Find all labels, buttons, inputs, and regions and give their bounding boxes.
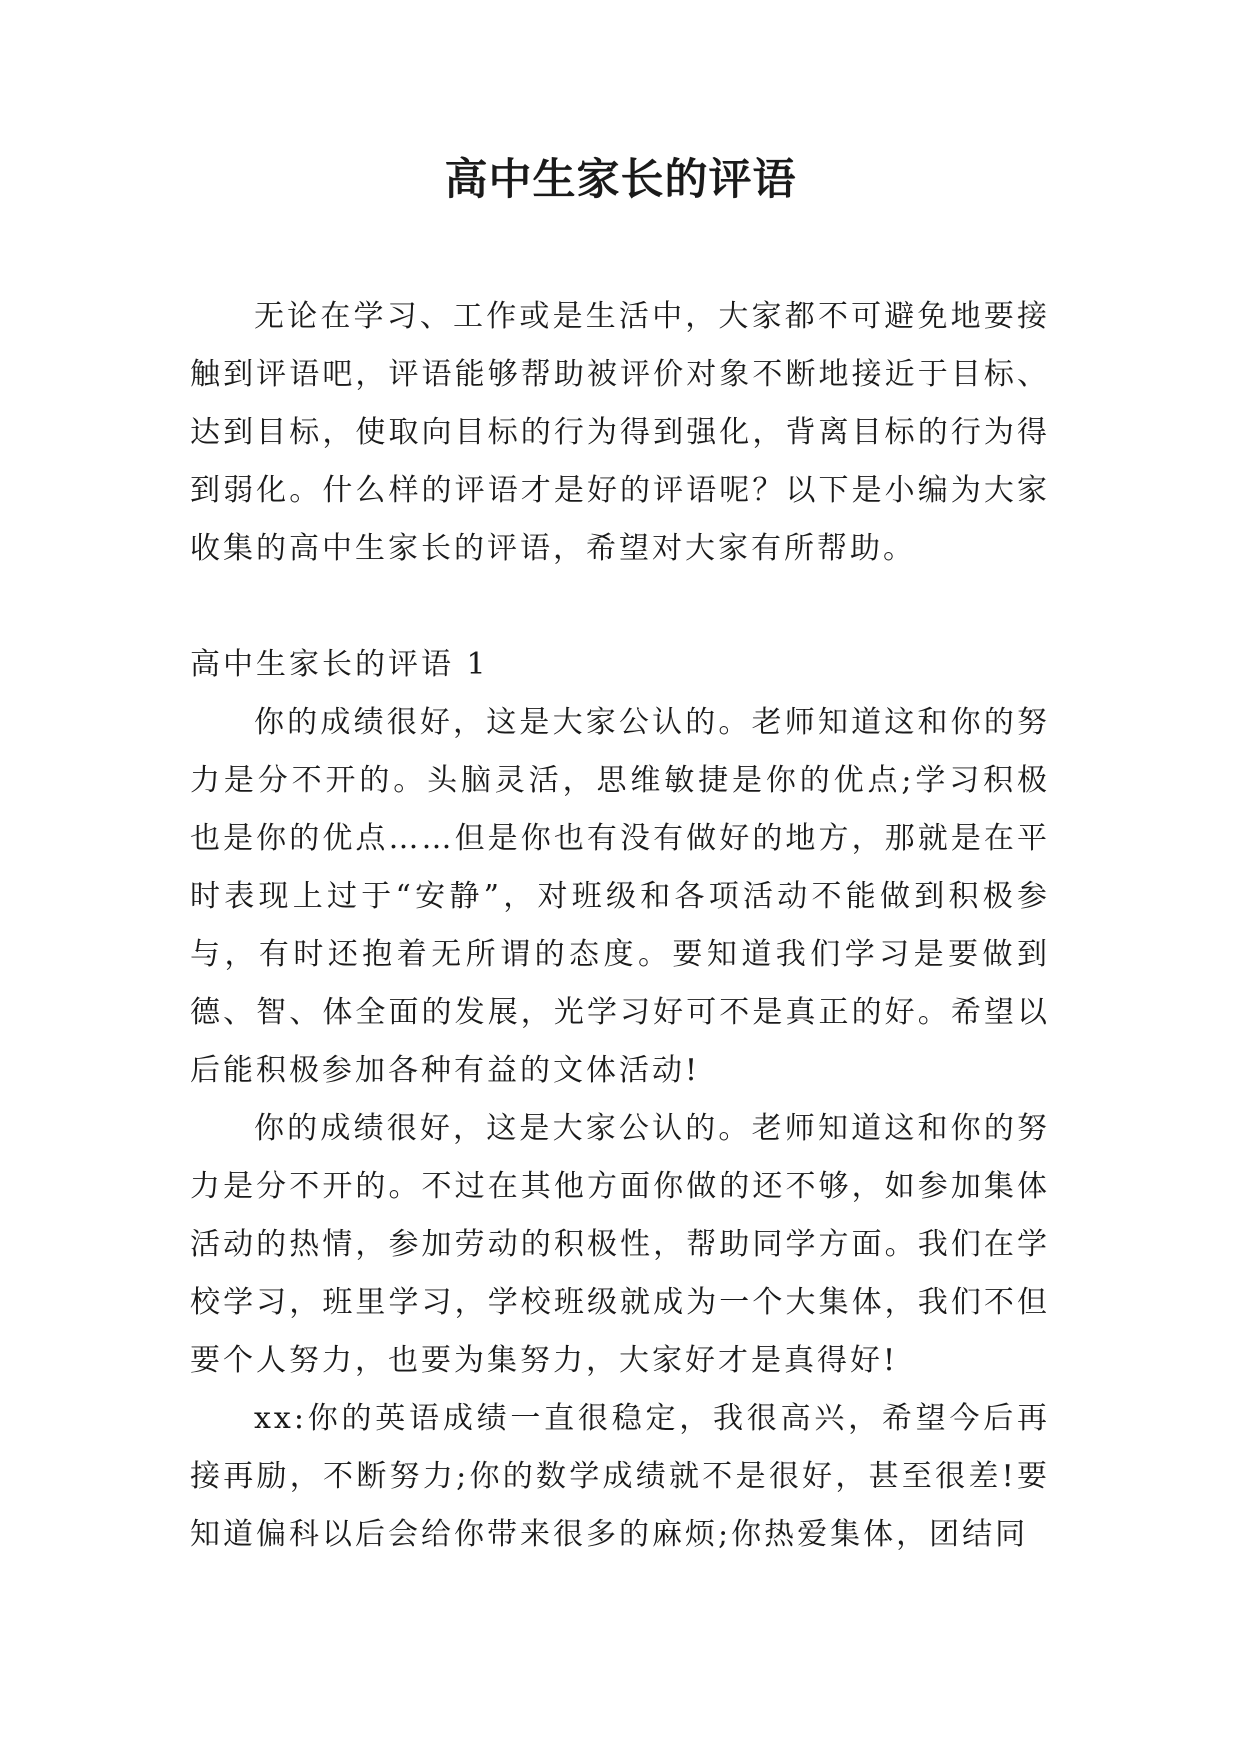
document-title: 高中生家长的评语 bbox=[444, 155, 797, 205]
intro-paragraph: 无论在学习、工作或是生活中，大家都不可避免地要接触到评语吧，评语能够帮助被评价对象不断地接近于目标、达到目标，使取向目标的行为得到强化，背离目标的行为得到弱化。什么样的评语才是好的评语呢？以下是小编为大家收集的高中生家长的评语，希望对大家有所帮助。 bbox=[190, 299, 1050, 566]
comment-paragraph-2: 你的成绩很好，这是大家公认的。老师知道这和你的努力是分不开的。不过在其他方面你做的还不够，如参加集体活动的热情，参加劳动的积极性，帮助同学方面。我们在学校学习，班里学习，学校班级就成为一个大集体，我们不但要个人努力，也要为集努力，大家好才是真得好! bbox=[190, 1111, 1050, 1378]
section-heading: 高中生家长的评语 1 bbox=[190, 647, 489, 682]
comment-paragraph-1: 你的成绩很好，这是大家公认的。老师知道这和你的努力是分不开的。头脑灵活，思维敏捷是你的优点;学习积极也是你的优点……但是你也有没有做好的地方，那就是在平时表现上过于“安静”，对班级和各项活动不能做到积极参与，有时还抱着无所谓的态度。要知道我们学习是要做到德、智、体全面的发展，光学习好可不是真正的好。希望以后能积极参加各种有益的文体活动! bbox=[190, 705, 1050, 1088]
comment-paragraph-3: xx:你的英语成绩一直很稳定，我很高兴，希望今后再接再励，不断努力;你的数学成绩就不是很好，甚至很差!要知道偏科以后会给你带来很多的麻烦;你热爱集体，团结同 bbox=[190, 1401, 1050, 1552]
document-body bbox=[190, 288, 1050, 1564]
